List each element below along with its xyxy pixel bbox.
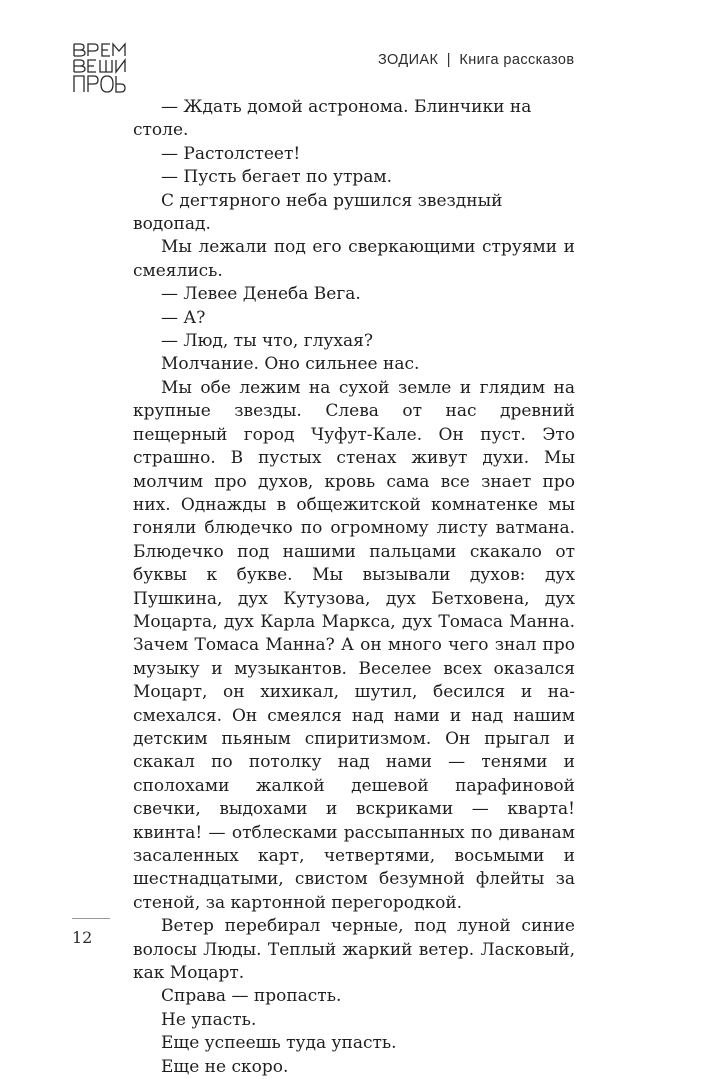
paragraph: — Пусть бегает по утрам. bbox=[161, 167, 393, 188]
body-text bbox=[133, 96, 575, 1079]
paragraph: Еще не скоро. bbox=[161, 1056, 289, 1077]
book-title: ЗОДИАК bbox=[378, 52, 439, 68]
book-subtitle: Книга рассказов bbox=[459, 52, 575, 68]
publisher-logo bbox=[72, 40, 128, 96]
paragraph: — Ждать домой астронома. Блинчики на столе. bbox=[133, 97, 532, 141]
publisher-logo-mark bbox=[72, 40, 128, 96]
paragraph: Ветер перебирал черные, под луной синие волосы Люды. Теплый жаркий ветер. Ласковый, как Моцарт. bbox=[133, 916, 575, 984]
paragraph: Мы лежали под его сверкающими струями и смеялись. bbox=[133, 237, 575, 281]
page-number: 12 bbox=[72, 928, 93, 947]
paragraph: Мы обе лежим на сухой земле и глядим на крупные звезды. Слева от нас древний пещерный город Чуфут-Кале. Он пуст. Это страшно. В пустых стенах живут духи. Мы молчим про духов, кровь сама все знает про них. Однажды в общежитской комнатенке мы гоняли блюдечко по огромному листу ватмана. Блюдечко под нашими пальцами скакало от буквы к букве. Мы вызывали духов: дух Пушкина, дух Кутузова, дух Бетховена, дух Моцарта, дух Карла Маркса, дух Томаса Манна. Зачем Томаса Манна? А он много чего знал про музыку и музыкантов. Веселее всех оказался Моцарт, он хихикал, шутил, бесился и насмехался. Он смеялся над нами и над нашим детским пьяным спиритизмом. Он прыгал и скакал по потолку над нами — тенями и сполохами жалкой дешевой парафиновой свечки, выдохами и вскриками — кварта! квинта! — отблесками рассыпанных по диванам засаленных карт, четвертями, восьмыми и шестнадцатыми, свистом безумной флейты за стеной, за картонной перегородкой. bbox=[133, 377, 575, 913]
paragraph: Молчание. Оно сильнее нас. bbox=[161, 354, 420, 375]
paragraph: Справа — пропасть. bbox=[161, 986, 342, 1007]
paragraph: С дегтярного неба рушился звездный водопад. bbox=[133, 190, 503, 235]
paragraph: Еще успеешь туда упасть. bbox=[161, 1033, 397, 1054]
paragraph: — Растолстеет! bbox=[161, 143, 301, 164]
paragraph: — Левее Денеба Вега. bbox=[161, 284, 361, 305]
paragraph: Не упасть. bbox=[161, 1009, 257, 1030]
footer-divider bbox=[72, 918, 110, 919]
header-separator: | bbox=[446, 52, 451, 68]
paragraph: — Люд, ты что, глухая? bbox=[161, 331, 373, 352]
paragraph: — А? bbox=[161, 307, 206, 328]
running-head bbox=[378, 52, 588, 68]
